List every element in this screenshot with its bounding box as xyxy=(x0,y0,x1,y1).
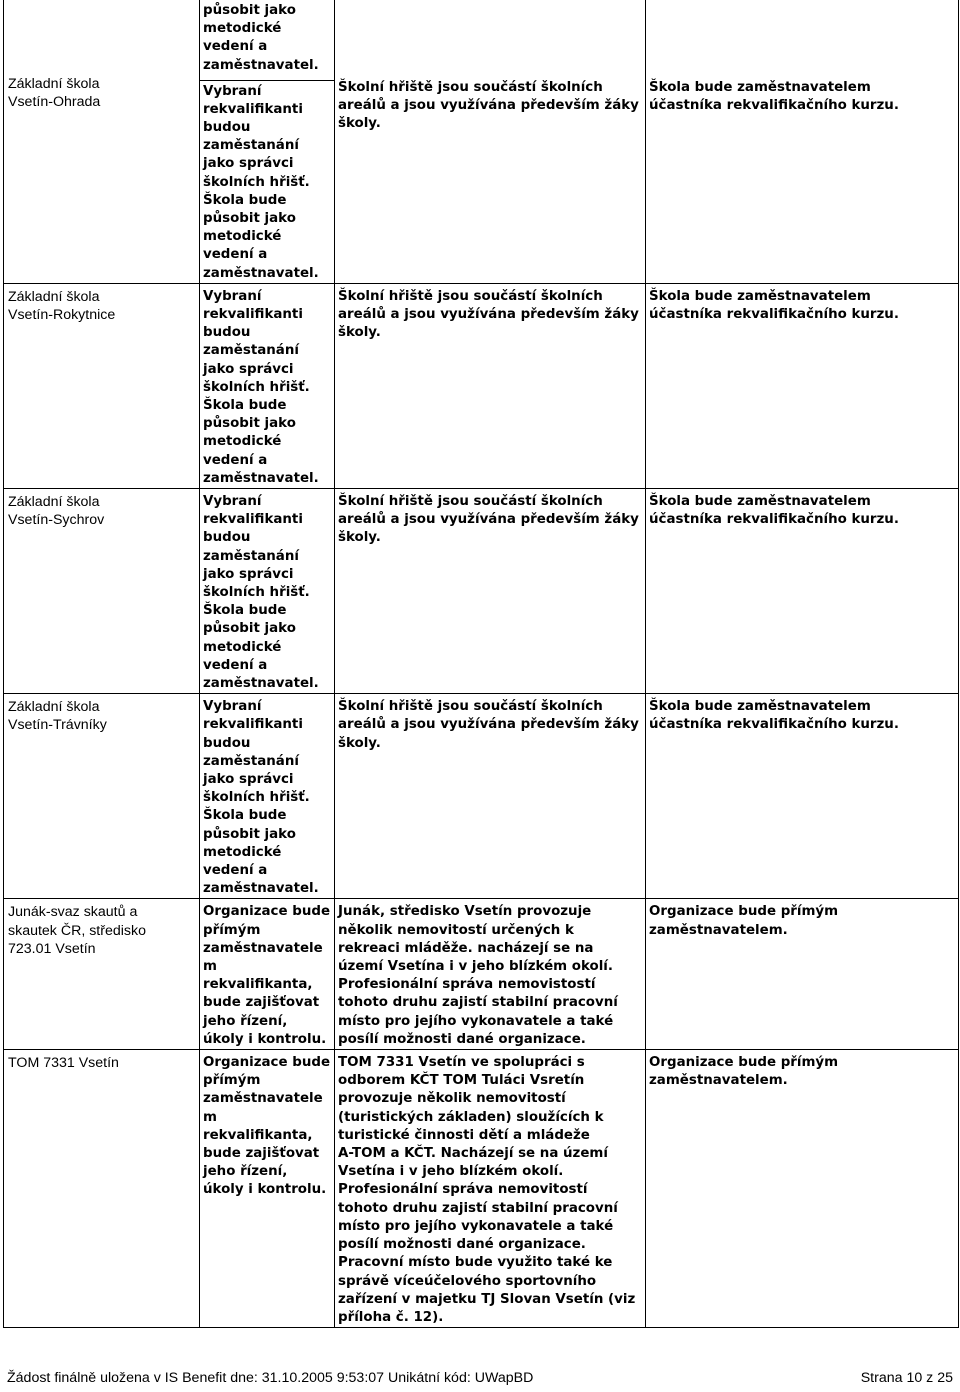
description-cell xyxy=(335,283,646,488)
role-cell xyxy=(200,1050,335,1328)
table-row xyxy=(4,283,959,488)
org-name: TOM 7331 Vsetín xyxy=(8,1055,119,1072)
org-name: Základní škola Vsetín-Trávníky xyxy=(8,699,107,734)
role-text: Vybraní rekvalifikanti budou zaměstanání jako správci školních hřišť. Škola bude působit jako metodické vedení a zaměstnavatel. xyxy=(203,83,319,281)
table-row xyxy=(4,1050,959,1328)
description-text: Školní hřiště jsou součástí školních areálů a jsou využívána především žáky školy. xyxy=(338,493,639,546)
role-text: Vybraní rekvalifikanti budou zaměstanání jako správci školních hřišť. Škola bude působit jako metodické vedení a zaměstnavatel. xyxy=(203,493,319,691)
footer-page-number: Strana 10 z 25 xyxy=(860,1370,953,1386)
employer-text: Škola bude zaměstnavatelem účastníka rekvalifikačního kurzu. xyxy=(649,288,899,322)
employer-text: Organizace bude přímým zaměstnavatelem. xyxy=(649,904,839,938)
org-cell xyxy=(4,0,200,283)
table-row xyxy=(4,899,959,1050)
employer-cell xyxy=(646,1050,959,1328)
description-text: TOM 7331 Vsetín ve spolupráci s odborem KČT TOM Tuláci Vsretín provozuje několik nemovitostí (turistických základen) sloužících k turistické činnosti dětí a mládeže A-TOM a KČT. Nacházejí se na území Vsetína i v jeho blízkém okolí. Profesionální správa nemovitostí tohoto druhu zajistí stabilní pracovní místo pro jejího vykonavatele a také posílí možnosti dané organizace. Pracovní místo bude využito také ke správě víceúčelového sportovního zařízení v majetku TJ Slovan Vsetín (viz příloha č. 12). xyxy=(338,1055,636,1325)
description-text: Školní hřiště jsou součástí školních areálů a jsou využívána především žáky školy. xyxy=(338,288,639,341)
org-name: Základní škola Vsetín-Rokytnice xyxy=(8,288,116,323)
project-table xyxy=(3,0,959,1328)
description-text: Školní hřiště jsou součástí školních areálů a jsou využívána především žáky školy. xyxy=(338,699,639,751)
role-text-continued: působit jako metodické vedení a zaměstnavatel. xyxy=(203,3,319,73)
employer-cell xyxy=(646,283,959,488)
description-cell xyxy=(335,1050,646,1328)
role-cell xyxy=(200,899,335,1050)
description-text: Školní hřiště jsou součástí školních areálů a jsou využívána především žáky školy. xyxy=(338,80,639,132)
org-cell xyxy=(4,899,200,1050)
role-cell xyxy=(200,488,335,693)
org-cell xyxy=(4,283,200,488)
description-text: Junák, středisko Vsetín provozuje několik nemovitostí určených k rekreaci mláděže. nacházejí se na území Vsetína i v jeho blízkém okolí. Profesionální správa nemovistostí tohoto druhu zajistí stabilní pracovní místo pro jejího vykonavatele a také posílí možnosti dané organizace. xyxy=(338,904,618,1047)
table-row xyxy=(4,488,959,693)
employer-cell xyxy=(646,0,959,283)
role-text: Vybraní rekvalifikanti budou zaměstanání jako správci školních hřišť. Škola bude působit jako metodické vedení a zaměstnavatel. xyxy=(203,288,319,486)
role-cell xyxy=(200,283,335,488)
table-row xyxy=(4,0,959,80)
description-cell xyxy=(335,488,646,693)
role-text: Vybraní rekvalifikanti budou zaměstanání jako správci školních hřišť. Škola bude působit jako metodické vedení a zaměstnavatel. xyxy=(203,699,319,897)
footer-submission-info: Žádost finálně uložena v IS Benefit dne: 31.10.2005 9:53:07 Unikátní kód: UWapBD xyxy=(7,1370,534,1386)
org-cell xyxy=(4,694,200,899)
employer-text: Škola bude zaměstnavatelem účastníka rekvalifikačního kurzu. xyxy=(649,493,899,528)
employer-text: Škola bude zaměstnavatelem účastníka rekvalifikačního kurzu. xyxy=(649,80,899,114)
org-cell xyxy=(4,1050,200,1328)
description-cell xyxy=(335,899,646,1050)
employer-text: Organizace bude přímým zaměstnavatelem. xyxy=(649,1055,839,1089)
employer-cell xyxy=(646,694,959,899)
role-cell xyxy=(200,80,335,283)
org-name: Základní škola Vsetín-Sychrov xyxy=(8,493,105,529)
org-name: Základní škola Vsetín-Ohrada xyxy=(8,76,101,111)
org-cell xyxy=(4,488,200,693)
role-text: Organizace bude přímým zaměstnavatele m rekvalifikanta, bude zajišťovat jeho řízení, úkoly i kontrolu. xyxy=(203,1055,331,1198)
employer-text: Škola bude zaměstnavatelem účastníka rekvalifikačního kurzu. xyxy=(649,699,899,733)
org-name: Junák-svaz skautů a skautek ČR, středisko 723.01 Vsetín xyxy=(8,904,146,957)
employer-cell xyxy=(646,899,959,1050)
employer-cell xyxy=(646,488,959,693)
role-text: Organizace bude přímým zaměstnavatele m rekvalifikanta, bude zajišťovat jeho řízení, úkoly i kontrolu. xyxy=(203,904,331,1047)
description-cell xyxy=(335,694,646,899)
table-row xyxy=(4,694,959,899)
description-cell xyxy=(335,0,646,283)
role-cell xyxy=(200,0,335,80)
role-cell xyxy=(200,694,335,899)
